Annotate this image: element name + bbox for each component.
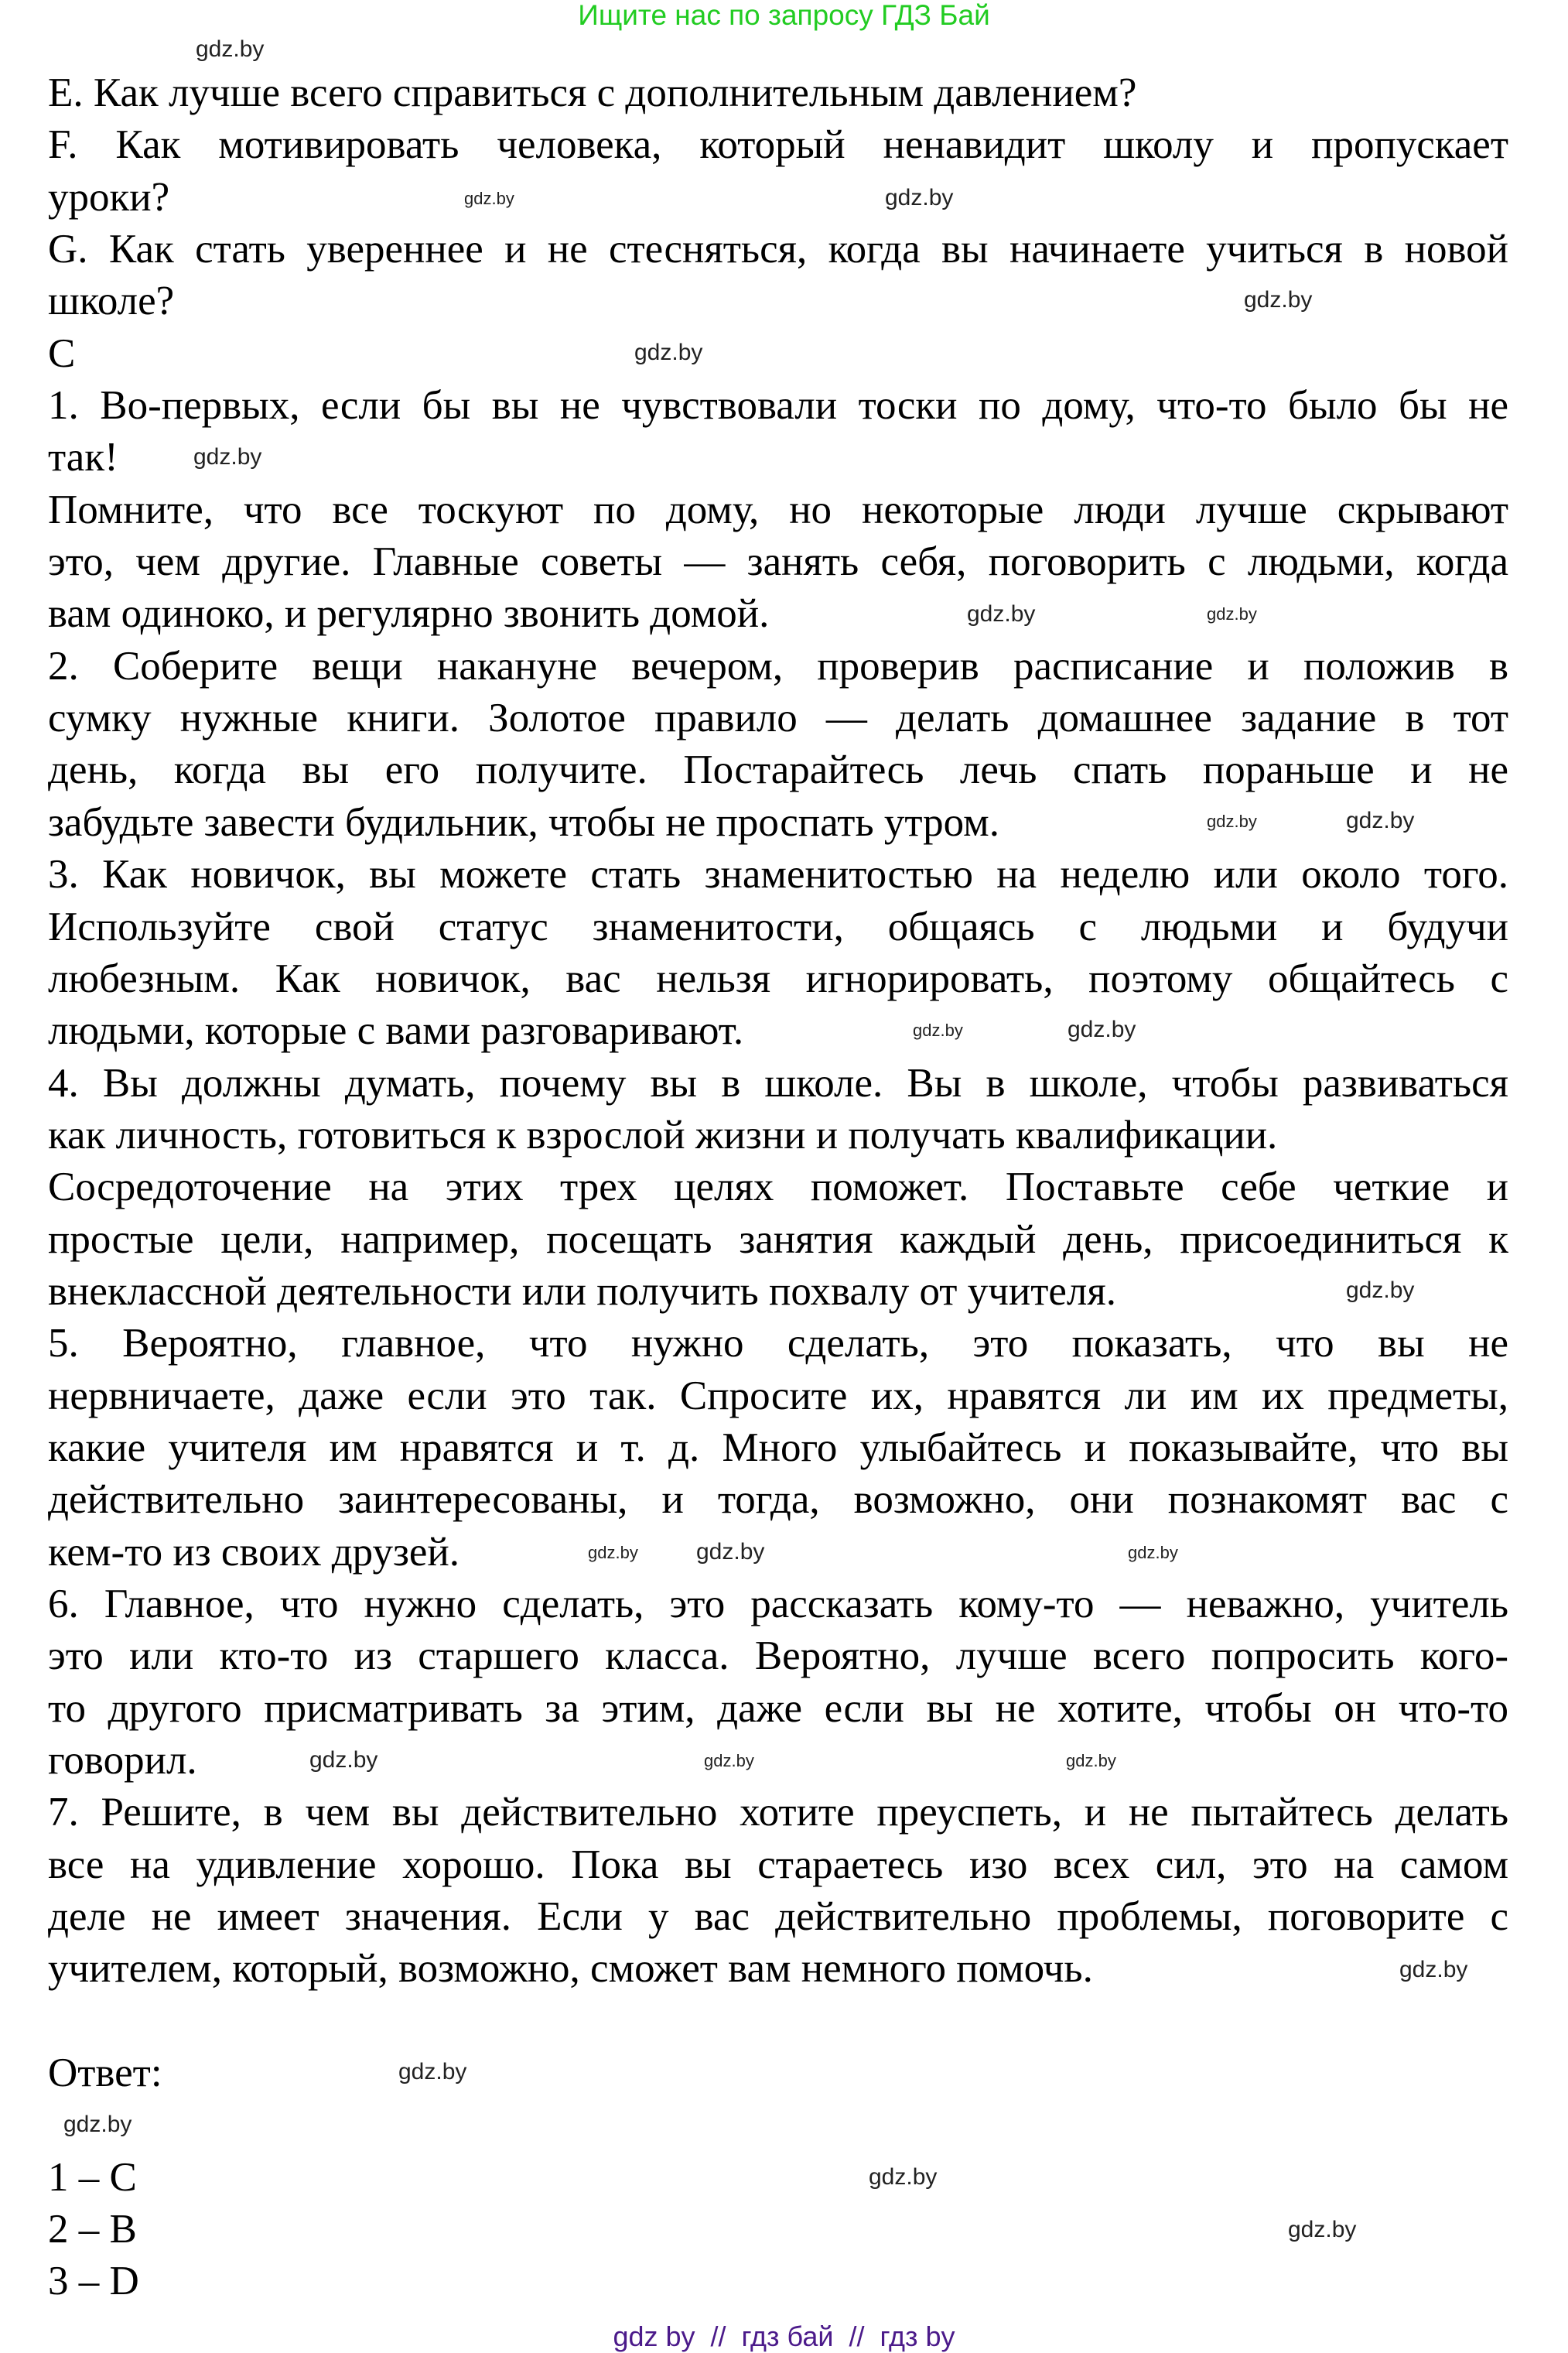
text-line: 5. Вероятно, главное, что нужно сделать, это показать, что вы не <box>48 1321 1508 1366</box>
watermark: gdz.by <box>885 185 954 210</box>
text-line: 6. Главное, что нужно сделать, это рассказать кому-то — неважно, учитель <box>48 1581 1508 1626</box>
text-line: 3. Как новичок, вы можете стать знаменитостью на неделю или около того. <box>48 852 1508 898</box>
text-line: деле не имеет значения. Если у вас действительно проблемы, поговорите с <box>48 1894 1508 1940</box>
question-f: F. Как мотивировать человека, который ненавидит школу и пропускает <box>48 122 1508 168</box>
text-line: какие учителя им нравятся и т. д. Много улыбайтесь и показывайте, что вы <box>48 1424 1508 1470</box>
text-line: Используйте свой статус знаменитости, общаясь с людьми и будучи <box>48 904 1508 949</box>
answer-item: 2 – B <box>48 2207 137 2252</box>
question-f-cont: уроки? <box>48 174 170 220</box>
watermark: gdz.by <box>193 444 262 470</box>
watermark: gdz.by <box>704 1751 754 1770</box>
watermark: gdz.by <box>1207 812 1257 831</box>
text-line: действительно заинтересованы, и тогда, возможно, они познакомят вас с <box>48 1477 1508 1523</box>
watermark: gdz.by <box>309 1747 378 1773</box>
text-line: вам одиноко, и регулярно звонить домой. <box>48 591 770 637</box>
document-body <box>48 67 1508 2308</box>
watermark: gdz.by <box>1066 1751 1116 1770</box>
watermark: gdz.by <box>967 601 1036 627</box>
text-line: Помните, что все тоскуют по дому, но некоторые люди лучше скрывают <box>48 487 1508 532</box>
text-line: внеклассной деятельности или получить похвалу от учителя. <box>48 1268 1117 1314</box>
text-line: любезным. Как новичок, вас нельзя игнорировать, поэтому общайтесь с <box>48 956 1508 1001</box>
watermark: gdz.by <box>398 2059 467 2085</box>
watermark: gdz.by <box>634 340 703 365</box>
watermark: gdz.by <box>1346 1277 1415 1303</box>
text-line: как личность, готовиться к взрослой жизни и получать квалификации. <box>48 1112 1278 1158</box>
watermark: gdz.by <box>1288 2217 1357 2242</box>
text-line: день, когда вы его получите. Постарайтесь лечь спать пораньше и не <box>48 747 1508 793</box>
watermark: gdz.by <box>1346 808 1415 833</box>
search-banner[interactable]: Ищите нас по запросу ГДЗ Бай <box>578 0 990 31</box>
section-c-heading: C <box>48 330 76 376</box>
watermark: gdz.by <box>913 1021 963 1040</box>
watermark: gdz.by <box>63 2112 132 2137</box>
text-line: все на удивление хорошо. Пока вы стараетесь изо всех сил, это на самом <box>48 1842 1508 1887</box>
watermark: gdz.by <box>1244 287 1313 313</box>
text-line: то другого присматривать за этим, даже если вы не хотите, чтобы он что-то <box>48 1685 1508 1731</box>
answer-item: 3 – D <box>48 2259 139 2304</box>
watermark: gdz.by <box>869 2164 938 2190</box>
text-line: простые цели, например, посещать занятия каждый день, присоединиться к <box>48 1216 1508 1262</box>
watermark: gdz.by <box>464 189 514 208</box>
footer-links[interactable]: gdz by // гдз бай // гдз by <box>613 2321 955 2352</box>
watermark: gdz.by <box>1207 604 1257 624</box>
text-line: 7. Решите, в чем вы действительно хотите преуспеть, и не пытайтесь делать <box>48 1790 1508 1835</box>
watermark: gdz.by <box>1399 1957 1468 1982</box>
text-line: сумку нужные книги. Золотое правило — делать домашнее задание в тот <box>48 696 1508 741</box>
text-line: нервничаете, даже если это так. Спросите их, нравятся ли им их предметы, <box>48 1373 1508 1418</box>
text-line: говорил. <box>48 1738 197 1783</box>
watermark: gdz.by <box>696 1539 765 1565</box>
text-line: 2. Соберите вещи накануне вечером, проверив расписание и положив в <box>48 643 1508 689</box>
text-line: людьми, которые с вами разговаривают. <box>48 1008 744 1054</box>
text-line: это, чем другие. Главные советы — занять себя, поговорить с людьми, когда <box>48 539 1508 585</box>
watermark: gdz.by <box>1128 1543 1178 1562</box>
watermark: gdz.by <box>196 36 265 62</box>
text-line: учителем, который, возможно, сможет вам немного помочь. <box>48 1946 1093 1992</box>
text-line: кем-то из своих друзей. <box>48 1529 460 1575</box>
watermark: gdz.by <box>1068 1017 1136 1042</box>
answer-item: 1 – C <box>48 2154 137 2200</box>
question-g-cont: школе? <box>48 279 175 324</box>
answer-label: Ответ: <box>48 2050 162 2096</box>
text-line: Сосредоточение на этих трех целях поможет. Поставьте себе четкие и <box>48 1165 1508 1210</box>
question-g: G. Как стать увереннее и не стесняться, когда вы начинаете учиться в новой <box>48 227 1508 272</box>
text-line: 1. Во-первых, если бы вы не чувствовали тоски по дому, что-то было бы не <box>48 383 1508 429</box>
question-e: E. Как лучше всего справиться с дополнительным давлением? <box>48 70 1137 115</box>
text-line: это или кто-то из старшего класса. Вероятно, лучше всего попросить кого- <box>48 1633 1508 1679</box>
text-line: так! <box>48 435 118 481</box>
watermark: gdz.by <box>588 1543 638 1562</box>
text-line: забудьте завести будильник, чтобы не проспать утром. <box>48 799 999 845</box>
text-line: 4. Вы должны думать, почему вы в школе. Вы в школе, чтобы развиваться <box>48 1060 1508 1106</box>
